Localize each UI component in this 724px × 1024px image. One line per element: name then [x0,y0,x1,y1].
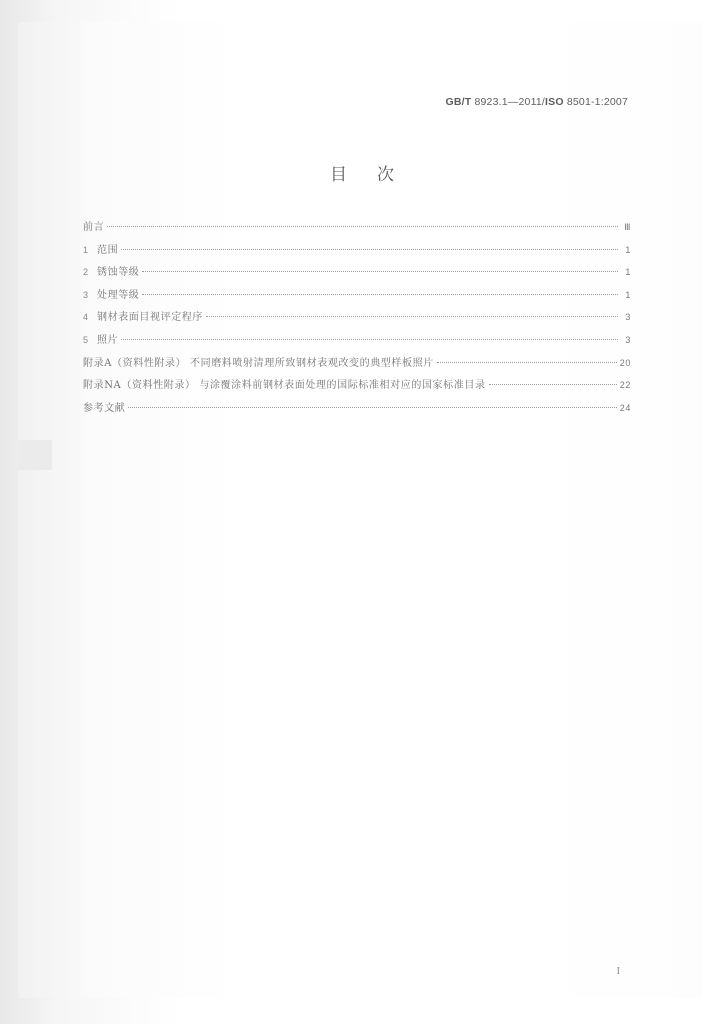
standard-number-suffix: 8501-1:2007 [563,96,628,108]
toc-entry-page: 1 [625,289,631,300]
dot-leader [142,294,618,295]
dot-leader [206,316,618,317]
standard-number [445,96,628,108]
toc-entry-label: 参考文献 [83,402,126,414]
dot-leader [107,226,618,227]
toc-entry-annex-na[interactable] [83,376,631,399]
toc-entry-number: 3 [83,289,89,300]
toc-title: 目次 [330,165,424,185]
toc-entry-foreword[interactable] [83,218,631,241]
toc-entry-photographs[interactable] [83,331,631,354]
toc-entry-label: 处理等级 [97,289,140,301]
toc-entry-preparation-grades[interactable] [83,286,631,309]
toc-entry-scope[interactable] [83,241,631,264]
toc-entry-page: 1 [625,267,631,278]
page-number: I [616,966,620,977]
toc-entry-bibliography[interactable] [83,399,631,422]
dot-leader [121,249,618,250]
toc-entry-page: 20 [619,357,631,368]
toc-entry-page: Ⅲ [624,222,631,232]
toc-entry-number: 1 [83,244,89,255]
standard-number-iso: ISO [545,96,564,108]
toc-entry-label: 锈蚀等级 [97,267,140,279]
toc-entry-page: 1 [625,244,631,255]
dot-leader [121,339,618,340]
toc-entry-number: 4 [83,312,89,323]
standard-number-mid: 8923.1—2011/ [471,96,545,108]
toc-entry-page: 3 [625,312,631,323]
toc-entry-label: 照片 [97,334,119,346]
toc-entry-label: 前言 [83,222,105,233]
toc-entry-label: 附录NA（资料性附录） 与涂覆涂料前钢材表面处理的国际标准相对应的国家标准目录 [83,380,486,392]
toc-entry-visual-assessment[interactable] [83,308,631,331]
toc-entry-page: 22 [619,380,631,391]
toc-entry-label: 范围 [97,244,119,256]
toc-entry-annex-a[interactable] [83,354,631,377]
standard-number-prefix: GB/T [445,96,472,108]
dot-leader [489,384,617,385]
toc-entry-label: 附录A（资料性附录） 不同磨料喷射清理所致钢材表观改变的典型样板照片 [83,357,434,369]
toc-entry-number: 5 [83,334,89,345]
toc-entry-rust-grades[interactable] [83,263,631,286]
toc-entry-page: 3 [625,334,631,345]
table-of-contents [83,218,631,421]
toc-entry-label: 钢材表面目视评定程序 [97,312,203,324]
toc-entry-page: 24 [619,402,631,413]
dot-leader [142,271,618,272]
dot-leader [128,407,616,408]
toc-entry-number: 2 [83,267,89,278]
scan-edge-artifact [18,440,52,470]
dot-leader [437,362,617,363]
